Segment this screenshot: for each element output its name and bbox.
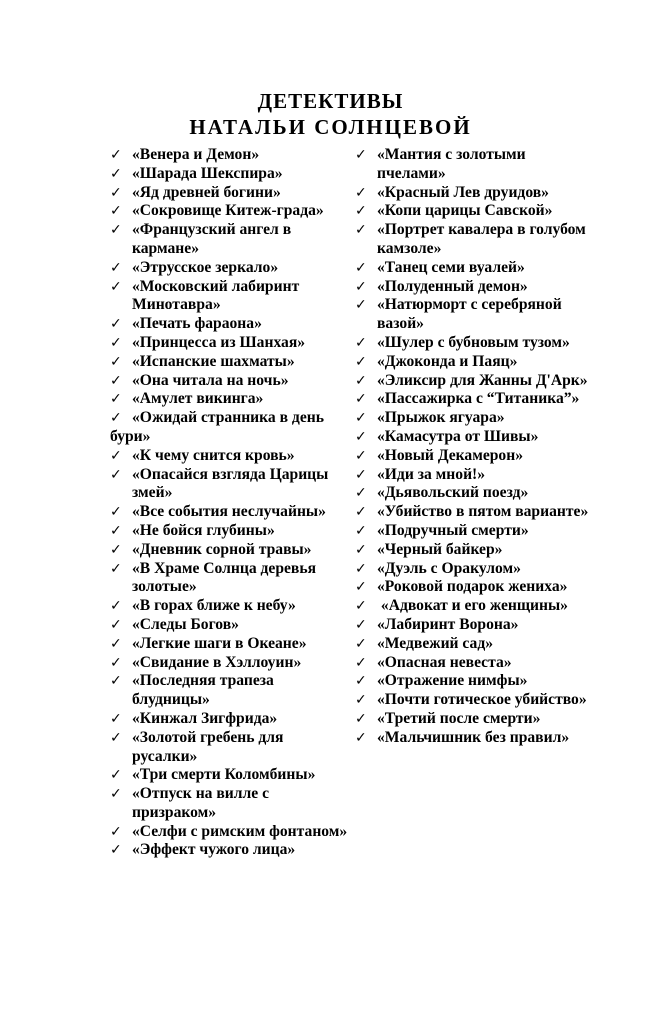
book-list-right	[355, 146, 593, 748]
checkmark-icon: ✓	[355, 466, 367, 483]
checkmark-icon: ✓	[355, 334, 367, 351]
book-list-item	[110, 672, 352, 710]
book-list-item	[355, 729, 593, 748]
checkmark-icon: ✓	[355, 654, 367, 671]
checkmark-icon: ✓	[355, 203, 367, 220]
book-list-item	[355, 503, 593, 522]
book-list-item	[110, 785, 352, 823]
book-title: «Пассажирка с “Титаника”»	[377, 390, 580, 408]
book-title: «Полуденный демон»	[377, 277, 528, 295]
checkmark-icon: ✓	[355, 428, 367, 445]
book-list-item	[110, 560, 352, 598]
book-title: «Дневник сорной травы»	[132, 540, 312, 558]
book-list-item	[355, 616, 593, 635]
checkmark-icon: ✓	[110, 522, 122, 539]
book-list-item	[110, 522, 352, 541]
book-list-item	[110, 146, 352, 165]
checkmark-icon: ✓	[110, 786, 122, 803]
book-title: «Принцесса из Шанхая»	[132, 333, 306, 351]
checkmark-icon: ✓	[110, 334, 122, 351]
book-list-item	[110, 390, 352, 409]
book-list-item	[110, 654, 352, 673]
book-title: «Дуэль с Оракулом»	[377, 559, 521, 577]
book-list-item	[110, 635, 352, 654]
book-list-item	[355, 691, 593, 710]
book-title: «Легкие шаги в Океане»	[132, 634, 307, 652]
book-list-item	[110, 447, 352, 466]
book-list-item	[355, 146, 593, 184]
book-list-item	[355, 654, 593, 673]
book-list-item	[355, 710, 593, 729]
checkmark-icon: ✓	[355, 616, 367, 633]
book-list-item	[110, 710, 352, 729]
book-title: «Яд древней богини»	[132, 183, 281, 201]
book-title: «Испанские шахматы»	[132, 352, 295, 370]
book-title: «Красный Лев друидов»	[377, 183, 549, 201]
checkmark-icon: ✓	[355, 184, 367, 201]
checkmark-icon: ✓	[110, 372, 122, 389]
book-title: «Французский ангел в кармане»	[132, 221, 292, 257]
book-title: «Кинжал Зигфрида»	[132, 709, 278, 727]
checkmark-icon: ✓	[110, 316, 122, 333]
book-list-item	[355, 353, 593, 372]
checkmark-icon: ✓	[110, 353, 122, 370]
book-title: «Московский лабиринт Минотавра»	[132, 277, 300, 314]
checkmark-icon: ✓	[355, 147, 367, 163]
book-list-item	[110, 165, 352, 184]
checkmark-icon: ✓	[355, 729, 367, 746]
book-title: «Мантия с золотыми пчелами»	[377, 146, 526, 182]
book-title: «Следы Богов»	[132, 615, 239, 633]
checkmark-icon: ✓	[355, 297, 367, 314]
book-list-item	[355, 484, 593, 503]
checkmark-icon: ✓	[110, 673, 122, 690]
book-list-item	[110, 823, 352, 842]
book-title: «Джоконда и Паяц»	[377, 352, 518, 370]
checkmark-icon: ✓	[110, 391, 122, 408]
book-list-item	[355, 522, 593, 541]
checkmark-icon: ✓	[110, 767, 122, 784]
checkmark-icon: ✓	[355, 447, 367, 464]
book-list-item	[110, 409, 352, 447]
checkmark-icon: ✓	[355, 710, 367, 727]
book-title: «Все события неслучайны»	[132, 503, 326, 521]
checkmark-icon: ✓	[355, 541, 367, 558]
book-list-item	[110, 503, 352, 522]
book-title: «Дьявольский поезд»	[377, 484, 529, 502]
book-title: «Мальчишник без правил»	[377, 728, 570, 746]
checkmark-icon: ✓	[355, 692, 367, 709]
checkmark-icon: ✓	[355, 353, 367, 370]
checkmark-icon: ✓	[355, 485, 367, 502]
book-title: «Отражение нимфы»	[377, 672, 528, 690]
book-title: «Селфи с римским фонтаном»	[132, 822, 348, 840]
book-list-item	[355, 672, 593, 691]
book-list-item	[355, 447, 593, 466]
book-list-item	[110, 597, 352, 616]
book-title: «Почти готическое убийство»	[377, 691, 587, 709]
book-title: «Третий после смерти»	[377, 709, 541, 727]
checkmark-icon: ✓	[110, 147, 122, 163]
book-list-item	[355, 390, 593, 409]
checkmark-icon: ✓	[110, 710, 122, 727]
book-title: «Эликсир для Жанны Д'Арк»	[377, 371, 588, 389]
checkmark-icon: ✓	[355, 635, 367, 652]
book-list-item	[110, 353, 352, 372]
book-title: «Не бойся глубины»	[132, 521, 275, 539]
book-list-item	[355, 541, 593, 560]
checkmark-icon: ✓	[110, 278, 122, 295]
checkmark-icon: ✓	[355, 522, 367, 539]
book-title: «В Храме Солнца деревья золотые»	[132, 559, 317, 596]
page-title: ДЕТЕКТИВЫ	[257, 89, 404, 113]
checkmark-icon: ✓	[110, 842, 122, 859]
book-list-item	[110, 372, 352, 391]
book-list-item	[110, 541, 352, 560]
checkmark-icon: ✓	[110, 504, 122, 521]
book-list-item	[355, 635, 593, 654]
book-list-item	[110, 184, 352, 203]
checkmark-icon: ✓	[355, 278, 367, 295]
book-title: «Подручный смерти»	[377, 521, 529, 539]
checkmark-icon: ✓	[355, 673, 367, 690]
page-subtitle: НАТАЛЬИ СОЛНЦЕВОЙ	[189, 115, 472, 139]
checkmark-icon: ✓	[110, 635, 122, 652]
book-list-item	[355, 259, 593, 278]
book-title: «Сокровище Китеж-града»	[132, 202, 324, 220]
book-title: «Камасутра от Шивы»	[377, 427, 539, 445]
checkmark-icon: ✓	[355, 259, 367, 276]
checkmark-icon: ✓	[110, 598, 122, 615]
checkmark-icon: ✓	[355, 560, 367, 577]
book-title: «Печать фараона»	[132, 315, 262, 333]
book-list-item	[355, 202, 593, 221]
book-title: «Роковой подарок жениха»	[377, 578, 568, 596]
checkmark-icon: ✓	[110, 560, 122, 577]
checkmark-icon: ✓	[355, 391, 367, 408]
book-title: «Черный байкер»	[377, 540, 503, 558]
checkmark-icon: ✓	[110, 184, 122, 201]
book-title: «Она читала на ночь»	[132, 371, 289, 389]
book-list-item	[355, 184, 593, 203]
checkmark-icon: ✓	[355, 598, 367, 615]
book-title: «Свидание в Хэллоуин»	[132, 653, 302, 671]
book-list-item	[355, 560, 593, 579]
checkmark-icon: ✓	[110, 447, 122, 464]
checkmark-icon: ✓	[355, 410, 367, 427]
book-title: «Опасайся взгляда Царицы змей»	[132, 465, 329, 502]
book-list-item	[110, 466, 352, 504]
book-title: «Натюрморт с серебряной вазой»	[377, 296, 562, 333]
book-title: «Новый Декамерон»	[377, 446, 523, 464]
book-list-item	[110, 334, 352, 353]
book-title: «В горах ближе к небу»	[132, 597, 296, 615]
book-list-item	[355, 372, 593, 391]
book-title: «Отпуск на вилле с призраком»	[132, 785, 270, 821]
checkmark-icon: ✓	[110, 616, 122, 633]
book-title: «Венера и Демон»	[132, 146, 260, 163]
book-title: «Лабиринт Ворона»	[377, 615, 519, 633]
book-list-item	[355, 597, 593, 616]
checkmark-icon: ✓	[110, 410, 122, 427]
checkmark-icon: ✓	[110, 654, 122, 671]
book-list-item	[355, 334, 593, 353]
checkmark-icon: ✓	[110, 203, 122, 220]
book-title: «Этрусское зеркало»	[132, 258, 279, 276]
book-list-item	[355, 409, 593, 428]
checkmark-icon: ✓	[110, 222, 122, 239]
book-list-item	[110, 221, 352, 259]
book-title: «Опасная невеста»	[377, 653, 512, 671]
book-list-item	[110, 259, 352, 278]
checkmark-icon: ✓	[110, 165, 122, 182]
book-title: «К чему снится кровь»	[132, 446, 295, 464]
book-title: «Последняя трапеза блудницы»	[132, 672, 274, 709]
book-list-item	[355, 466, 593, 485]
book-list-item	[355, 578, 593, 597]
book-list-item	[355, 428, 593, 447]
checkmark-icon: ✓	[110, 466, 122, 483]
checkmark-icon: ✓	[355, 579, 367, 596]
book-title: «Танец семи вуалей»	[377, 258, 525, 276]
book-title: «Прыжок ягуара»	[377, 409, 505, 427]
book-title: «Эффект чужого лица»	[132, 841, 296, 859]
book-title: «Убийство в пятом варианте»	[377, 503, 589, 521]
book-title: «Копи царицы Савской»	[377, 202, 553, 220]
book-title: «Три смерти Коломбины»	[132, 766, 316, 784]
book-list-item	[110, 729, 352, 767]
book-list-item	[110, 841, 352, 860]
book-title: «Шарада Шекспира»	[132, 164, 283, 182]
book-list-item	[355, 221, 593, 259]
checkmark-icon: ✓	[110, 541, 122, 558]
book-title: «Иди за мной!»	[377, 465, 486, 483]
book-list-item	[110, 616, 352, 635]
checkmark-icon: ✓	[355, 372, 367, 389]
book-list-item	[110, 766, 352, 785]
book-list-left	[110, 146, 352, 860]
book-title: «Золотой гребень для русалки»	[132, 728, 284, 765]
checkmark-icon: ✓	[110, 823, 122, 840]
checkmark-icon: ✓	[355, 504, 367, 521]
book-list-item	[110, 315, 352, 334]
book-list-item	[355, 296, 593, 334]
book-title: «Портрет кавалера в голубом камзоле»	[377, 221, 586, 257]
book-title: «Шулер с бубновым тузом»	[377, 333, 570, 351]
book-list-item	[110, 278, 352, 316]
book-list-item	[110, 202, 352, 221]
checkmark-icon: ✓	[110, 259, 122, 276]
checkmark-icon: ✓	[355, 222, 367, 239]
book-title: «Адвокат и его женщины»	[377, 597, 568, 615]
book-list-item	[355, 278, 593, 297]
book-title: «Медвежий сад»	[377, 634, 494, 652]
book-title: «Ожидай странника в день бури»	[110, 409, 324, 445]
book-title: «Амулет викинга»	[132, 390, 264, 408]
checkmark-icon: ✓	[110, 729, 122, 746]
